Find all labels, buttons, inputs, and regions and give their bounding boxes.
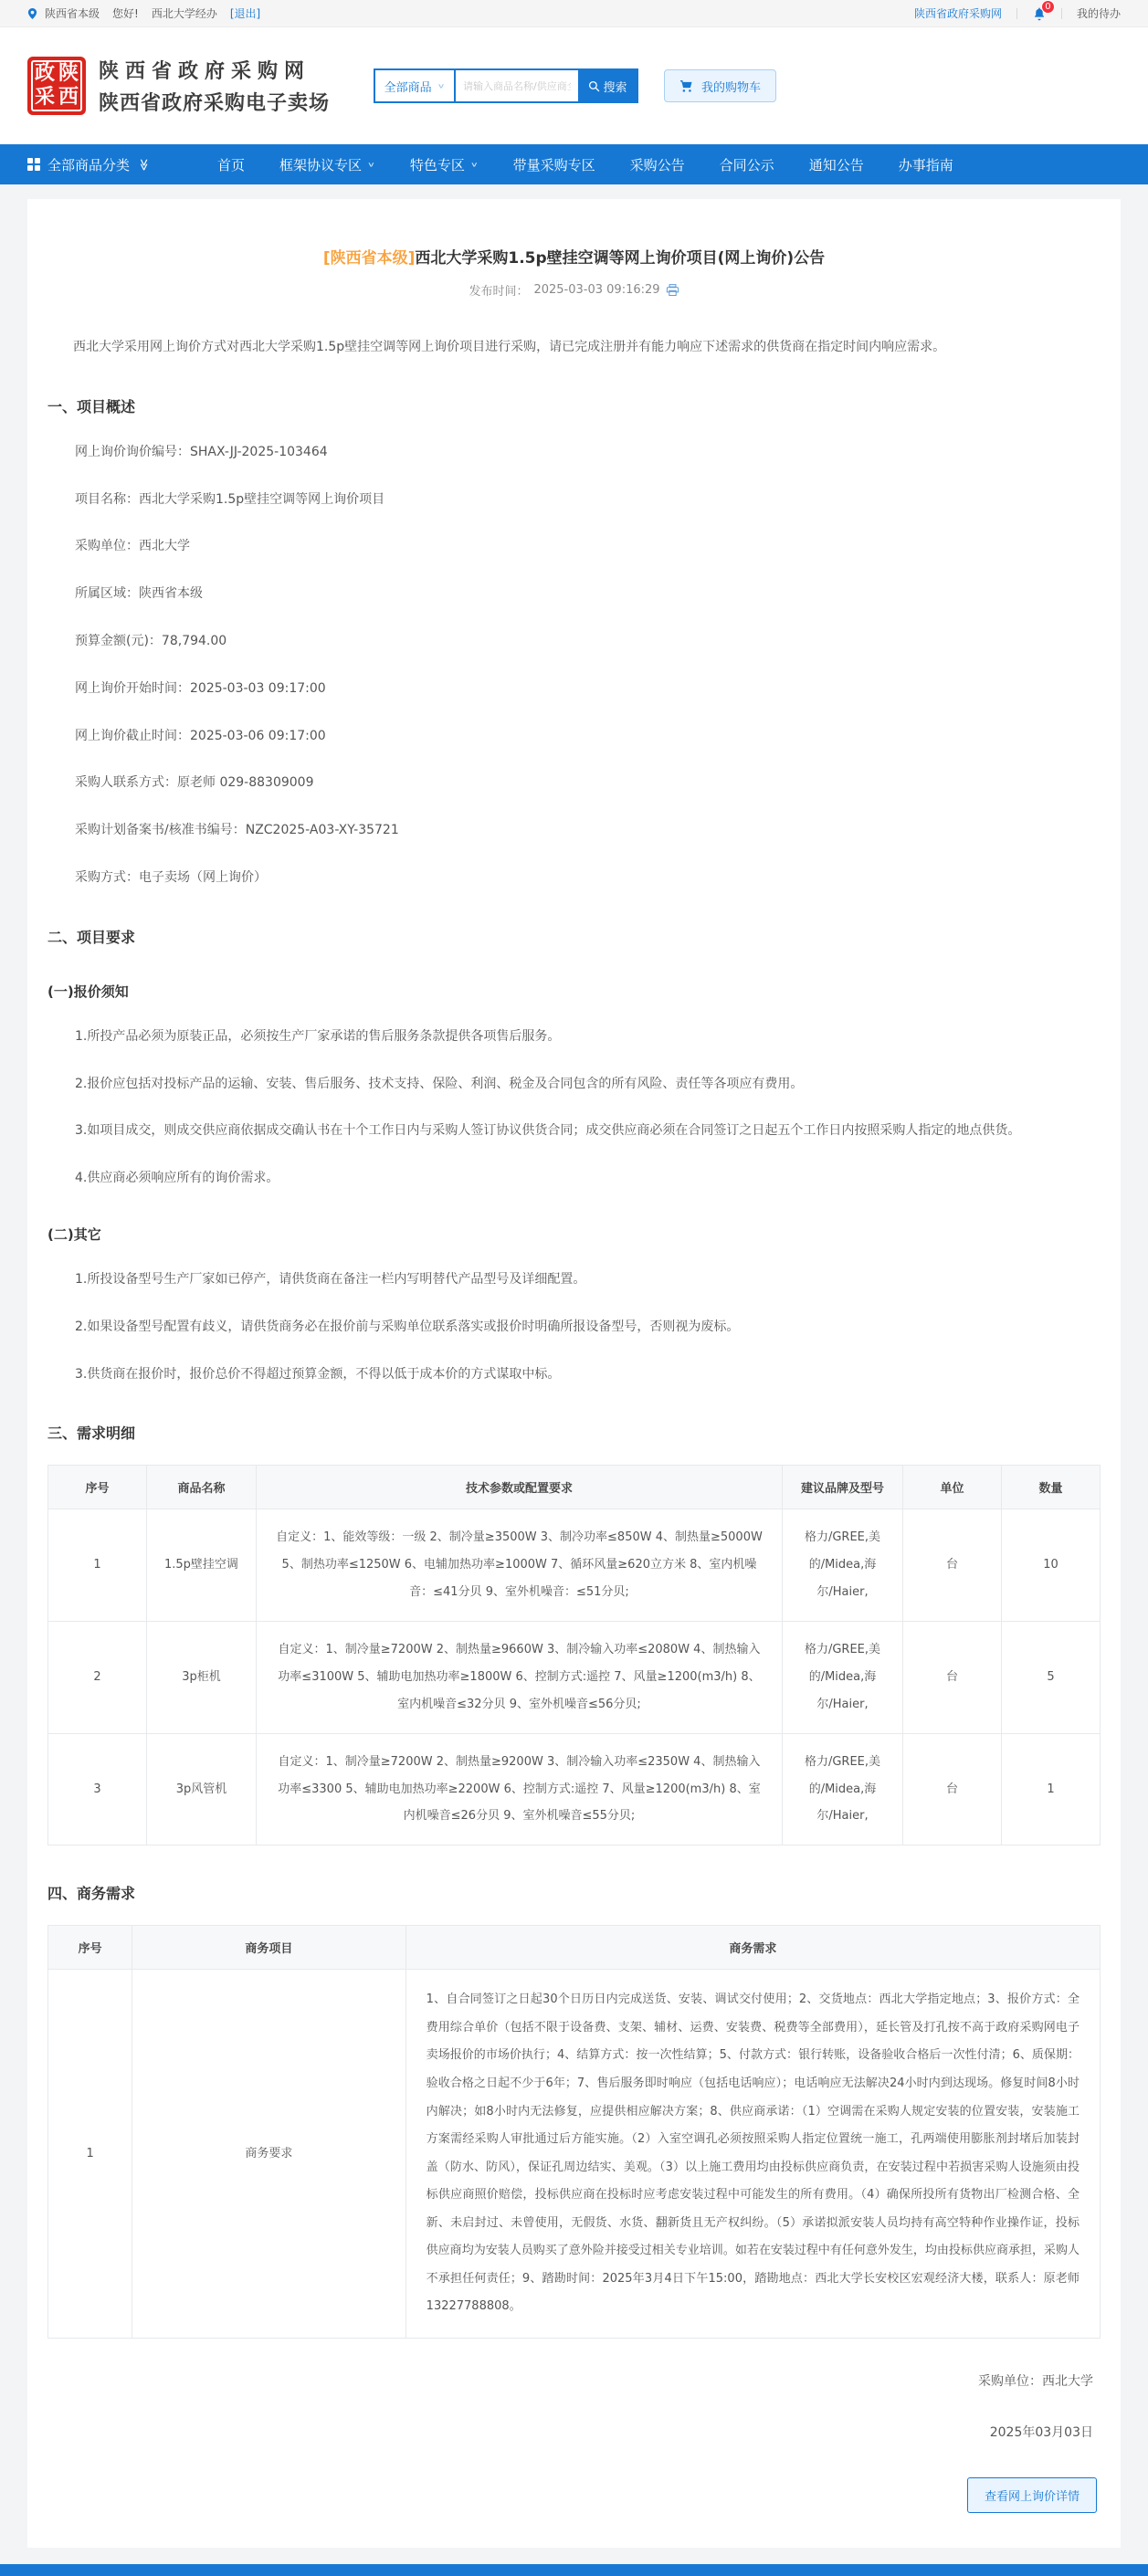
table-row (48, 1509, 1101, 1622)
chevron-down-icon: ∨ (437, 81, 446, 90)
cell-brand: 格力/GREE,美的/Midea,海尔/Haier, (782, 1622, 902, 1734)
publish-time-row (47, 281, 1101, 299)
cell-brand: 格力/GREE,美的/Midea,海尔/Haier, (782, 1733, 902, 1845)
site-title-line2: 陕西省政府采购电子卖场 (99, 92, 331, 115)
section-heading-demand-detail: 三、需求明细 (47, 1425, 136, 1443)
cell-biz-item: 商务要求 (132, 1970, 406, 2339)
main-content (0, 184, 1148, 2548)
overview-field: 采购计划备案书/核准书编号：NZC2025-A03-XY-35721 (75, 823, 399, 838)
cell-biz-req: 1、自合同签订之日起30个日历日内完成送货、安装、调试交付使用；2、交货地点：西北大学指定地点；3、报价方式：全费用综合单价（包括不限于设备费、支架、辅材、运费、安装费、税费等全部费用），延长管及打孔按不高于政府采购网电子卖场报价的市场价执行；4、结算方式：按一次性结算；5、付款方式：银行转账，设备验收合格后一次性付清；6、质保期：验收合格之日起不少于6年；7、售后服务即时响应（包括电话响应）；电话响应无法解决24小时内到达现场。修复时间8小时内解决；如8小时内无法修复，应提供相应解决方案；8、供应商承诺：（1）空调需在采购人规定安装的位置安装，安装施工方案需经采购人审批通过后方能实施。（2）入室空调孔必须按照采购人指定位置统一施工，孔两端使用膨胀剂封堵后加装封盖（防水、防风），保证孔周边结实、美观。（3）以上施工费用均由投标供应商负责，在安装过程中若损害采购人设施须由投标供应商照价赔偿，投标供应商在投标时应考虑安装过程中可能发生的所有费用。（4）确保所投所有货物出厂检测合格、全新、未启封过、未曾使用，无假货、水货、翻新货且无产权纠纷。（5）承诺拟派安装人员均持有高空特种作业操作证，投标供应商均为安装人员购买了意外险并接受过相关专业培训。如若在安装过程中有任何意外发生，均由投标供应商承担，采购人不承担任何责任；9、踏勘时间：2025年3月4日下午15:00，踏勘地点：西北大学长安校区宏观经济大楼，联系人：原老师13227788808。 (405, 1970, 1100, 2339)
col-header-unit: 单位 (902, 1466, 1001, 1509)
search-button[interactable] (578, 70, 637, 101)
publish-time-label: 发布时间： (469, 285, 529, 299)
notification-bell-icon[interactable] (1032, 1, 1051, 21)
col-header-product: 商品名称 (146, 1466, 256, 1509)
nav-item-volume-purchase-zone[interactable] (513, 155, 595, 174)
nav-item-special-zone[interactable] (410, 155, 479, 174)
requirement-item: 3.如项目成交，则成交供应商依据成交确认书在十个工作日内与采购人签订协议供货合同；成交供应商必须在合同签订之日起五个工作日内按照采购人指定的地点供货。 (75, 1123, 1021, 1139)
cell-product: 3p风管机 (146, 1733, 256, 1845)
nav-item-procurement-announcements[interactable] (630, 155, 685, 174)
search-input[interactable] (456, 70, 578, 101)
nav-item-framework-zone[interactable] (279, 155, 375, 174)
subsection-heading-quote-notes: (一)报价须知 (47, 983, 129, 1000)
search-icon (588, 80, 600, 92)
nav-item-label: 采购公告 (629, 156, 685, 173)
cart-button-label: 我的购物车 (701, 80, 762, 95)
logo-char: 陕 (58, 62, 79, 85)
logout-link[interactable]: [退出] (229, 7, 261, 20)
search-category-label: 全部商品 (384, 80, 432, 95)
col-header-brand: 建议品牌及型号 (782, 1466, 902, 1509)
requirement-item: 1.所投产品必须为原装正品，必须按生产厂家承诺的售后服务条款提供各项售后服务。 (75, 1028, 561, 1044)
table-row (48, 1733, 1101, 1845)
table-row (48, 1622, 1101, 1734)
announcement-title-text: 西北大学采购1.5p壁挂空调等网上询价项目(网上询价)公告 (415, 249, 826, 268)
publish-time-value: 2025-03-03 09:16:29 (533, 283, 660, 297)
cell-no: 3 (48, 1733, 147, 1845)
logo-char: 采 (34, 86, 55, 109)
cell-no: 1 (48, 1970, 132, 2339)
section-heading-requirements: 二、项目要求 (47, 928, 136, 946)
table-row (48, 1970, 1101, 2339)
table-header-row (48, 1466, 1101, 1509)
overview-field: 网上询价截止时间：2025-03-06 09:17:00 (75, 728, 326, 743)
requirement-item: 1.所投设备型号生产厂家如已停产，请供货商在备注一栏内写明替代产品型号及详细配置。 (75, 1271, 586, 1287)
overview-field: 预算金额(元)：78,794.00 (75, 633, 227, 648)
announcement-intro: 西北大学采用网上询价方式对西北大学采购1.5p壁挂空调等网上询价项目进行采购，请已完成注册并有能力响应下述需求的供货商在指定时间内响应需求。 (73, 340, 946, 354)
section-heading-business: 四、商务需求 (47, 1885, 136, 1903)
overview-field: 项目名称：西北大学采购1.5p壁挂空调等网上询价项目 (75, 491, 385, 507)
overview-field: 网上询价开始时间：2025-03-03 09:17:00 (75, 680, 326, 696)
announcement-date: 2025年03月03日 (989, 2424, 1093, 2440)
nav-item-label: 通知公告 (808, 156, 864, 173)
username: 西北大学经办 (151, 7, 217, 20)
chevron-down-icon: ∨ (469, 160, 479, 169)
nav-item-notices[interactable] (809, 155, 864, 174)
overview-field: 网上询价询价编号：SHAX-JJ-2025-103464 (75, 444, 328, 459)
cart-icon (679, 79, 694, 93)
cell-unit: 台 (902, 1509, 1001, 1622)
notification-badge: 0 (1041, 0, 1055, 14)
purchaser-signature: 采购单位：西北大学 (978, 2373, 1093, 2389)
all-categories-label: 全部商品分类 (47, 156, 131, 173)
cell-product: 1.5p壁挂空调 (146, 1509, 256, 1622)
cell-unit: 台 (902, 1622, 1001, 1734)
print-icon[interactable] (666, 283, 679, 297)
divider (1016, 8, 1017, 19)
nav-item-label: 带量采购专区 (512, 156, 595, 173)
double-chevron-icon: ≫ (136, 158, 151, 171)
nav-item-label: 首页 (217, 156, 246, 173)
region-tag: [陕西省本级] (322, 249, 416, 268)
all-categories-menu[interactable] (27, 155, 217, 174)
cell-no: 1 (48, 1509, 147, 1622)
cell-spec: 自定义：1、制冷量≥7200W 2、制热量≥9660W 3、制冷输入功率≤2080W 4、制热输入功率≤3100W 5、辅助电加热功率≥1800W 6、控制方式:遥控 7、风量≥1200(m3/h) 8、室内机噪音≤32分贝 9、室外机噪音≤56分贝; (256, 1622, 782, 1734)
col-header-qty: 数量 (1001, 1466, 1100, 1509)
cell-qty: 5 (1001, 1622, 1100, 1734)
announcement-card (27, 199, 1121, 2548)
site-title (99, 56, 330, 116)
nav-item-home[interactable] (217, 155, 245, 174)
requirement-item: 3.供货商在报价时，报价总价不得超过预算金额，不得以低于成本价的方式谋取中标。 (75, 1366, 561, 1382)
subsection-heading-other: (二)其它 (47, 1225, 101, 1243)
nav-item-service-guide[interactable] (899, 155, 953, 174)
col-header-no: 序号 (48, 1926, 132, 1970)
search-box (374, 68, 638, 103)
logo-char: 西 (58, 86, 79, 109)
site-home-link[interactable]: 陕西省政府采购网 (913, 7, 1002, 20)
my-todo-link[interactable]: 我的待办 (1076, 7, 1121, 20)
nav-item-label: 特色专区 (409, 156, 465, 173)
divider (1061, 8, 1062, 19)
cell-unit: 台 (902, 1733, 1001, 1845)
cell-qty: 1 (1001, 1733, 1100, 1845)
page-title (47, 245, 1101, 268)
cell-product: 3p柜机 (146, 1622, 256, 1734)
overview-field: 采购人联系方式：原老师 029-88309009 (75, 775, 314, 791)
footer-band (0, 2564, 1148, 2576)
cell-no: 2 (48, 1622, 147, 1734)
main-nav (0, 144, 1148, 184)
cart-button[interactable] (664, 69, 776, 102)
chevron-down-icon: ∨ (367, 160, 375, 169)
requirement-item: 2.如果设备型号配置有歧义，请供货商务必在报价前与采购单位联系落实或报价时明确所报设备型号，否则视为废标。 (75, 1319, 740, 1334)
demand-table (47, 1465, 1101, 1845)
greeting-text: 您好! (112, 7, 139, 20)
cell-brand: 格力/GREE,美的/Midea,海尔/Haier, (782, 1509, 902, 1622)
search-category-select[interactable] (375, 70, 456, 101)
col-header-spec: 技术参数或配置要求 (256, 1466, 782, 1509)
header (0, 27, 1148, 144)
overview-field: 采购方式：电子卖场（网上询价） (75, 869, 267, 885)
requirement-item: 2.报价应包括对投标产品的运输、安装、售后服务、技术支持、保险、利润、税金及合同包含的所有风险、责任等各项应有费用。 (75, 1076, 804, 1091)
logo-char: 政 (34, 62, 55, 85)
site-logo (27, 57, 86, 115)
search-button-label: 搜索 (603, 80, 627, 95)
col-header-biz-item: 商务项目 (132, 1926, 406, 1970)
business-table (47, 1925, 1101, 2339)
view-inquiry-detail-button[interactable]: 查看网上询价详情 (967, 2477, 1097, 2513)
col-header-no: 序号 (48, 1466, 147, 1509)
location-pin-icon (27, 7, 37, 20)
topbar (0, 0, 1148, 27)
col-header-biz-req: 商务需求 (405, 1926, 1100, 1970)
cell-qty: 10 (1001, 1509, 1100, 1622)
cell-spec: 自定义：1、制冷量≥7200W 2、制热量≥9200W 3、制冷输入功率≤2350W 4、制热输入功率≤3300 5、辅助电加热功率≥2200W 6、控制方式:遥控 7、风量≥1200(m3/h) 8、室内机噪音≤26分贝 9、室外机噪音≤55分贝; (256, 1733, 782, 1845)
site-title-line1: 陕西省政府采购网 (99, 60, 311, 83)
nav-item-label: 合同公示 (719, 156, 774, 173)
region-selector[interactable]: 陕西省本级 (45, 7, 100, 20)
table-header-row (48, 1926, 1101, 1970)
overview-field: 采购单位：西北大学 (75, 539, 190, 554)
nav-item-label: 框架协议专区 (279, 156, 363, 173)
nav-item-contract-publicity[interactable] (720, 155, 774, 174)
nav-item-label: 办事指南 (898, 156, 953, 173)
overview-field: 所属区域：陕西省本级 (75, 586, 203, 602)
section-heading-overview: 一、项目概述 (47, 397, 136, 415)
cell-spec: 自定义：1、能效等级：一级 2、制冷量≥3500W 3、制冷功率≤850W 4、制热量≥5000W 5、制热功率≤1250W 6、电辅加热功率≥1000W 7、循环风量≥620立方米 8、室内机噪音：≤41分贝 9、室外机噪音：≤51分贝; (256, 1509, 782, 1622)
grid-menu-icon (27, 158, 40, 171)
requirement-item: 4.供应商必须响应所有的询价需求。 (75, 1171, 279, 1186)
